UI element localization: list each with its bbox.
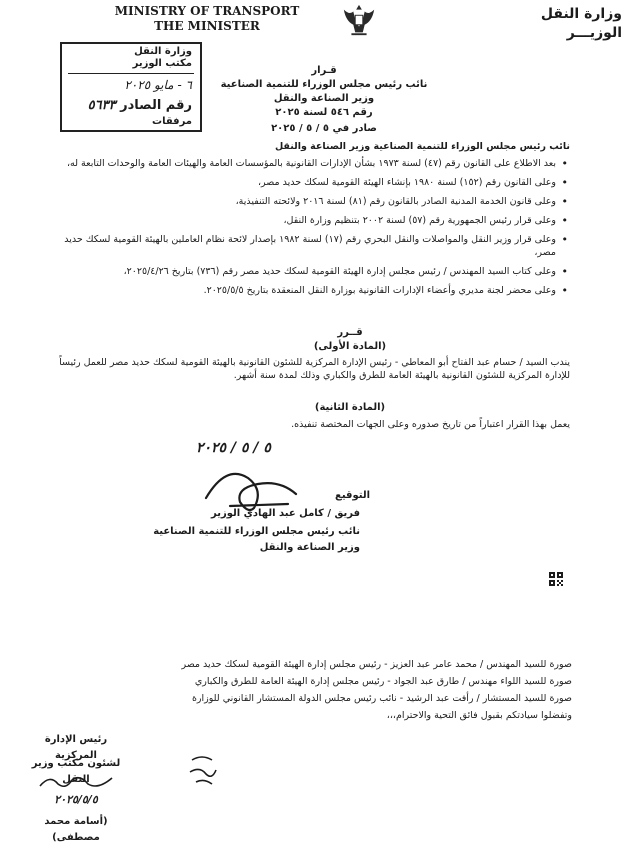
- preamble-item: • بعد الاطلاع على القانون رقم (٤٧) لسنة ١٩٧٣ بشأن الإدارات القانونية بالمؤسسات العامة والهيئات العامة والوحدات التابعة له،: [50, 157, 570, 170]
- stamp-reference-label: رقم الصادر: [120, 98, 192, 113]
- signatory-title: نائب رئيس مجلس الوزراء للتنمية الصناعية: [153, 526, 360, 537]
- office-stamp: [60, 42, 202, 132]
- stamp-divider: [68, 73, 194, 74]
- preamble-item: • وعلى قرار وزير النقل والمواصلات والنقل البحري رقم (١٧) لسنة ١٩٨٢ بإصدار لائحة نظام العاملين بالهيئة القومية لسكك حديد مصر،: [50, 233, 570, 259]
- eagle-emblem-icon: [340, 2, 378, 38]
- arabic-minister-title: الوزيـــر: [566, 25, 622, 41]
- signatory-name: فريق / كامل عبد الهادي الوزير: [211, 508, 360, 519]
- decree-label: قـرار: [311, 65, 337, 76]
- office-head-subtitle: لشئون مكتب وزير النقل: [31, 758, 121, 785]
- article-2-title: (المادة الثانية): [314, 402, 386, 413]
- stamp-ministry: وزارة النقل: [134, 46, 192, 57]
- preamble-item: • وعلى قرار رئيس الجمهورية رقم (٥٧) لسنة ٢٠٠٢ بتنظيم وزارة النقل،: [50, 214, 570, 227]
- office-signature-icon: [36, 772, 116, 792]
- preamble-item: • وعلى القانون رقم (١٥٢) لسنة ١٩٨٠ بإنشاء الهيئة القومية لسكك حديد مصر،: [50, 176, 570, 189]
- preamble: [50, 140, 570, 303]
- signatory-ministry: وزير الصناعة والنقل: [259, 542, 360, 553]
- office-date: ٢٠٢٥/٥/٥: [54, 793, 98, 806]
- article-1-text: يندب السيد / حسام عبد الفتاح أبو المعاطي - رئيس الإدارة المركزية للشئون القانونية بالهيئة القومية لسكك حديد مصر للعمل رئيساً للإدارة المركزية للشئون القانونية بالهيئة العامة للطرق والكباري وذلك لمدة سنة أشهر.: [59, 357, 570, 381]
- preamble-item: • وعلى كتاب السيد المهندس / رئيس مجلس إدارة الهيئة القومية لسكك حديد مصر رقم (٧٣٦) بتاريخ ٢٠٢٥/٤/٢٦،: [50, 265, 570, 278]
- issuer-title: نائب رئيس مجلس الوزراء للتنمية الصناعية: [220, 79, 428, 90]
- decree-number: رقم ٥٤٦ لسنة ٢٠٢٥: [275, 107, 373, 118]
- stamp-reference-number: ٥٦٣٣: [87, 98, 116, 113]
- english-minister-title: THE MINISTER: [154, 19, 260, 33]
- stamp-reference: [88, 98, 192, 113]
- decree-heading: قــرر: [337, 327, 363, 338]
- preamble-item: • وعلى قانون الخدمة المدنية الصادر بالقانون رقم (٨١) لسنة ٢٠١٦ ولائحته التنفيذية،: [50, 195, 570, 208]
- arabic-ministry-name: وزارة النقل: [540, 6, 622, 22]
- arabic-header: [512, 5, 622, 43]
- preamble-intro: نائب رئيس مجلس الوزراء للتنمية الصناعية وزير الصناعة والنقل: [274, 141, 570, 152]
- copies-list: [52, 656, 572, 724]
- qr-code-icon: [549, 572, 563, 586]
- stamp-office: مكتب الوزير: [132, 58, 192, 69]
- issuer-ministry: وزير الصناعة والنقل: [273, 93, 375, 104]
- initials-scribble-icon: [186, 752, 220, 788]
- english-ministry-name: MINISTRY OF TRANSPORT: [114, 4, 300, 18]
- article-1-title: (المادة الأولى): [313, 341, 387, 352]
- copy-recipient: صورة للسيد المستشار / رأفت عبد الرشيد - نائب رئيس مجلس الدولة المستشار القانوني للوزارة: [191, 693, 572, 704]
- office-head-name: (أسامة محمد مصطفى): [44, 816, 108, 843]
- signature-date: ٥ / ٥ / ٢٠٢٥: [196, 440, 271, 456]
- closing-line: وتفضلوا سيادتكم بقبول فائق التحية والاحترام،،،: [386, 710, 572, 721]
- stamp-date: ٦ - مايو ٢٠٢٥: [124, 78, 192, 92]
- article-2-text: يعمل بهذا القرار اعتباراً من تاريخ صدوره وعلى الجهات المختصة تنفيذه.: [291, 419, 570, 430]
- office-head-title: رئيس الإدارة المركزية: [44, 734, 108, 761]
- signature-label: التوقيع: [335, 490, 370, 501]
- preamble-item: • وعلى محضر لجنة مديري وأعضاء الإدارات القانونية بوزارة النقل المنعقدة بتاريخ ٢٠٢٥/٥/٥.: [50, 284, 570, 297]
- stamp-attachments: مرفقات: [152, 116, 192, 127]
- english-header: [112, 4, 302, 34]
- decree-date: صادر في ٥ / ٥ / ٢٠٢٥: [271, 123, 377, 134]
- copy-recipient: صورة للسيد المهندس / محمد عامر عبد العزيز - رئيس مجلس إدارة الهيئة القومية لسكك حديد مصر: [181, 659, 572, 670]
- copy-recipient: صورة للسيد اللواء مهندس / طارق عبد الجواد - رئيس مجلس إدارة الهيئة العامة للطرق والكباري: [194, 676, 572, 687]
